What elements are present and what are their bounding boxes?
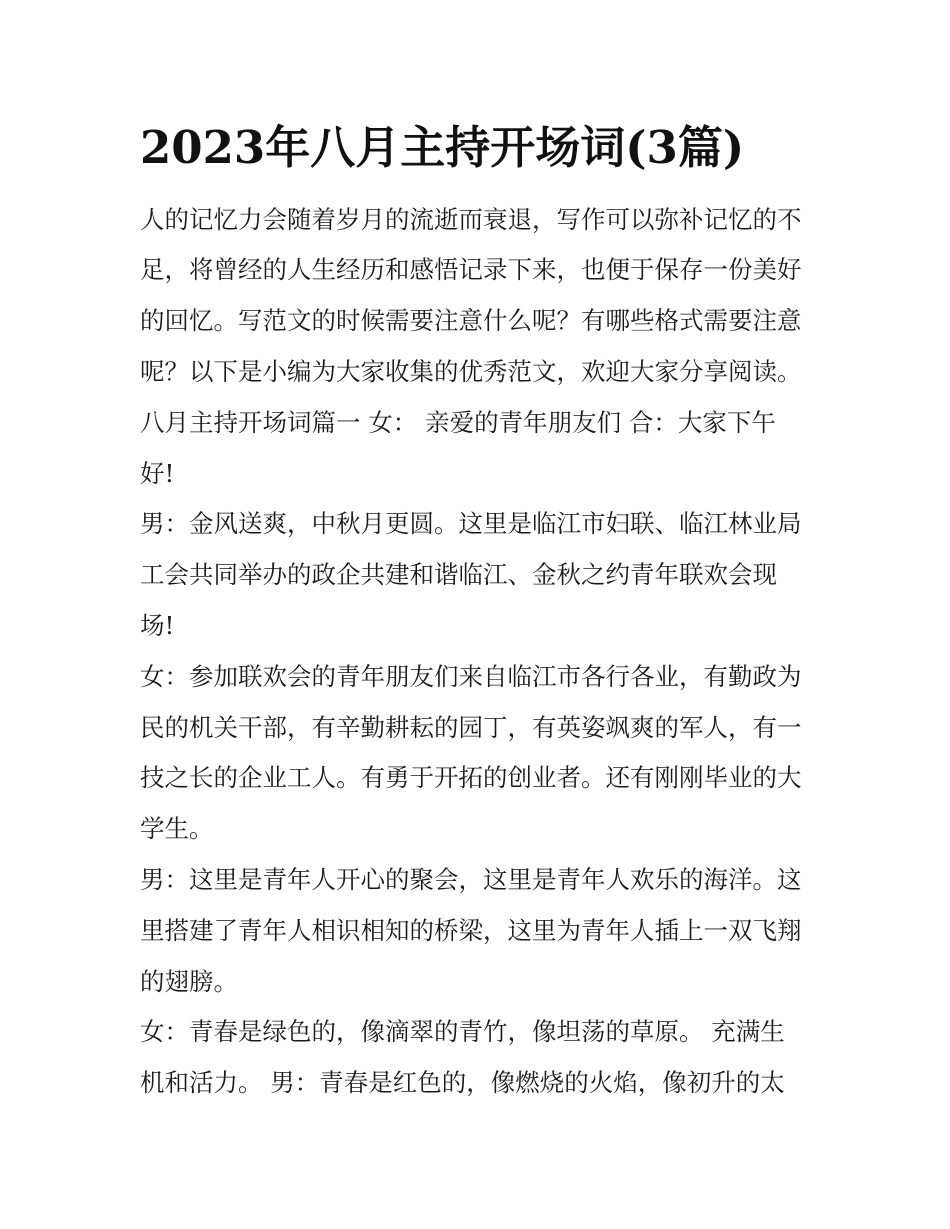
body-line-4: 呢？以下是小编为大家收集的优秀范文，欢迎大家分享阅读。 bbox=[140, 357, 802, 386]
body-line-10: 女：参加联欢会的青年朋友们来自临江市各行各业，有勤政为 bbox=[140, 662, 802, 691]
body-line-9: 场! bbox=[140, 611, 175, 640]
body-line-13: 学生。 bbox=[140, 814, 214, 843]
body-line-18: 机和活力。 男：青春是红色的，像燃烧的火焰，像初升的太 bbox=[140, 1068, 785, 1097]
body-line-16: 的翅膀。 bbox=[140, 967, 238, 996]
body-line-6: 好! bbox=[140, 459, 175, 488]
body-line-12: 技之长的企业工人。有勇于开拓的创业者。还有刚刚毕业的大 bbox=[140, 763, 802, 792]
body-line-11: 民的机关干部，有辛勤耕耘的园丁，有英姿飒爽的军人，有一 bbox=[140, 713, 802, 742]
body-line-15: 里搭建了青年人相识相知的桥梁，这里为青年人插上一双飞翔 bbox=[140, 916, 802, 945]
body-line-8: 工会共同举办的政企共建和谐临江、金秋之约青年联欢会现 bbox=[140, 560, 777, 589]
body-line-7: 男：金风送爽，中秋月更圆。这里是临江市妇联、临江林业局 bbox=[140, 509, 802, 538]
body-line-17: 女：青春是绿色的，像滴翠的青竹，像坦荡的草原。 充满生 bbox=[140, 1017, 785, 1046]
body-line-2: 足，将曾经的人生经历和感悟记录下来，也便于保存一份美好 bbox=[140, 255, 802, 284]
body-line-14: 男：这里是青年人开心的聚会，这里是青年人欢乐的海洋。这 bbox=[140, 865, 802, 894]
body-line-5: 八月主持开场词篇一 女： 亲爱的青年朋友们 合：大家下午 bbox=[140, 408, 776, 437]
body-line-3: 的回忆。写范文的时候需要注意什么呢？有哪些格式需要注意 bbox=[140, 306, 802, 335]
document-title: 2023年八月主持开场词(3篇) bbox=[140, 121, 745, 174]
body-line-1: 人的记忆力会随着岁月的流逝而衰退，写作可以弥补记忆的不 bbox=[140, 205, 802, 234]
